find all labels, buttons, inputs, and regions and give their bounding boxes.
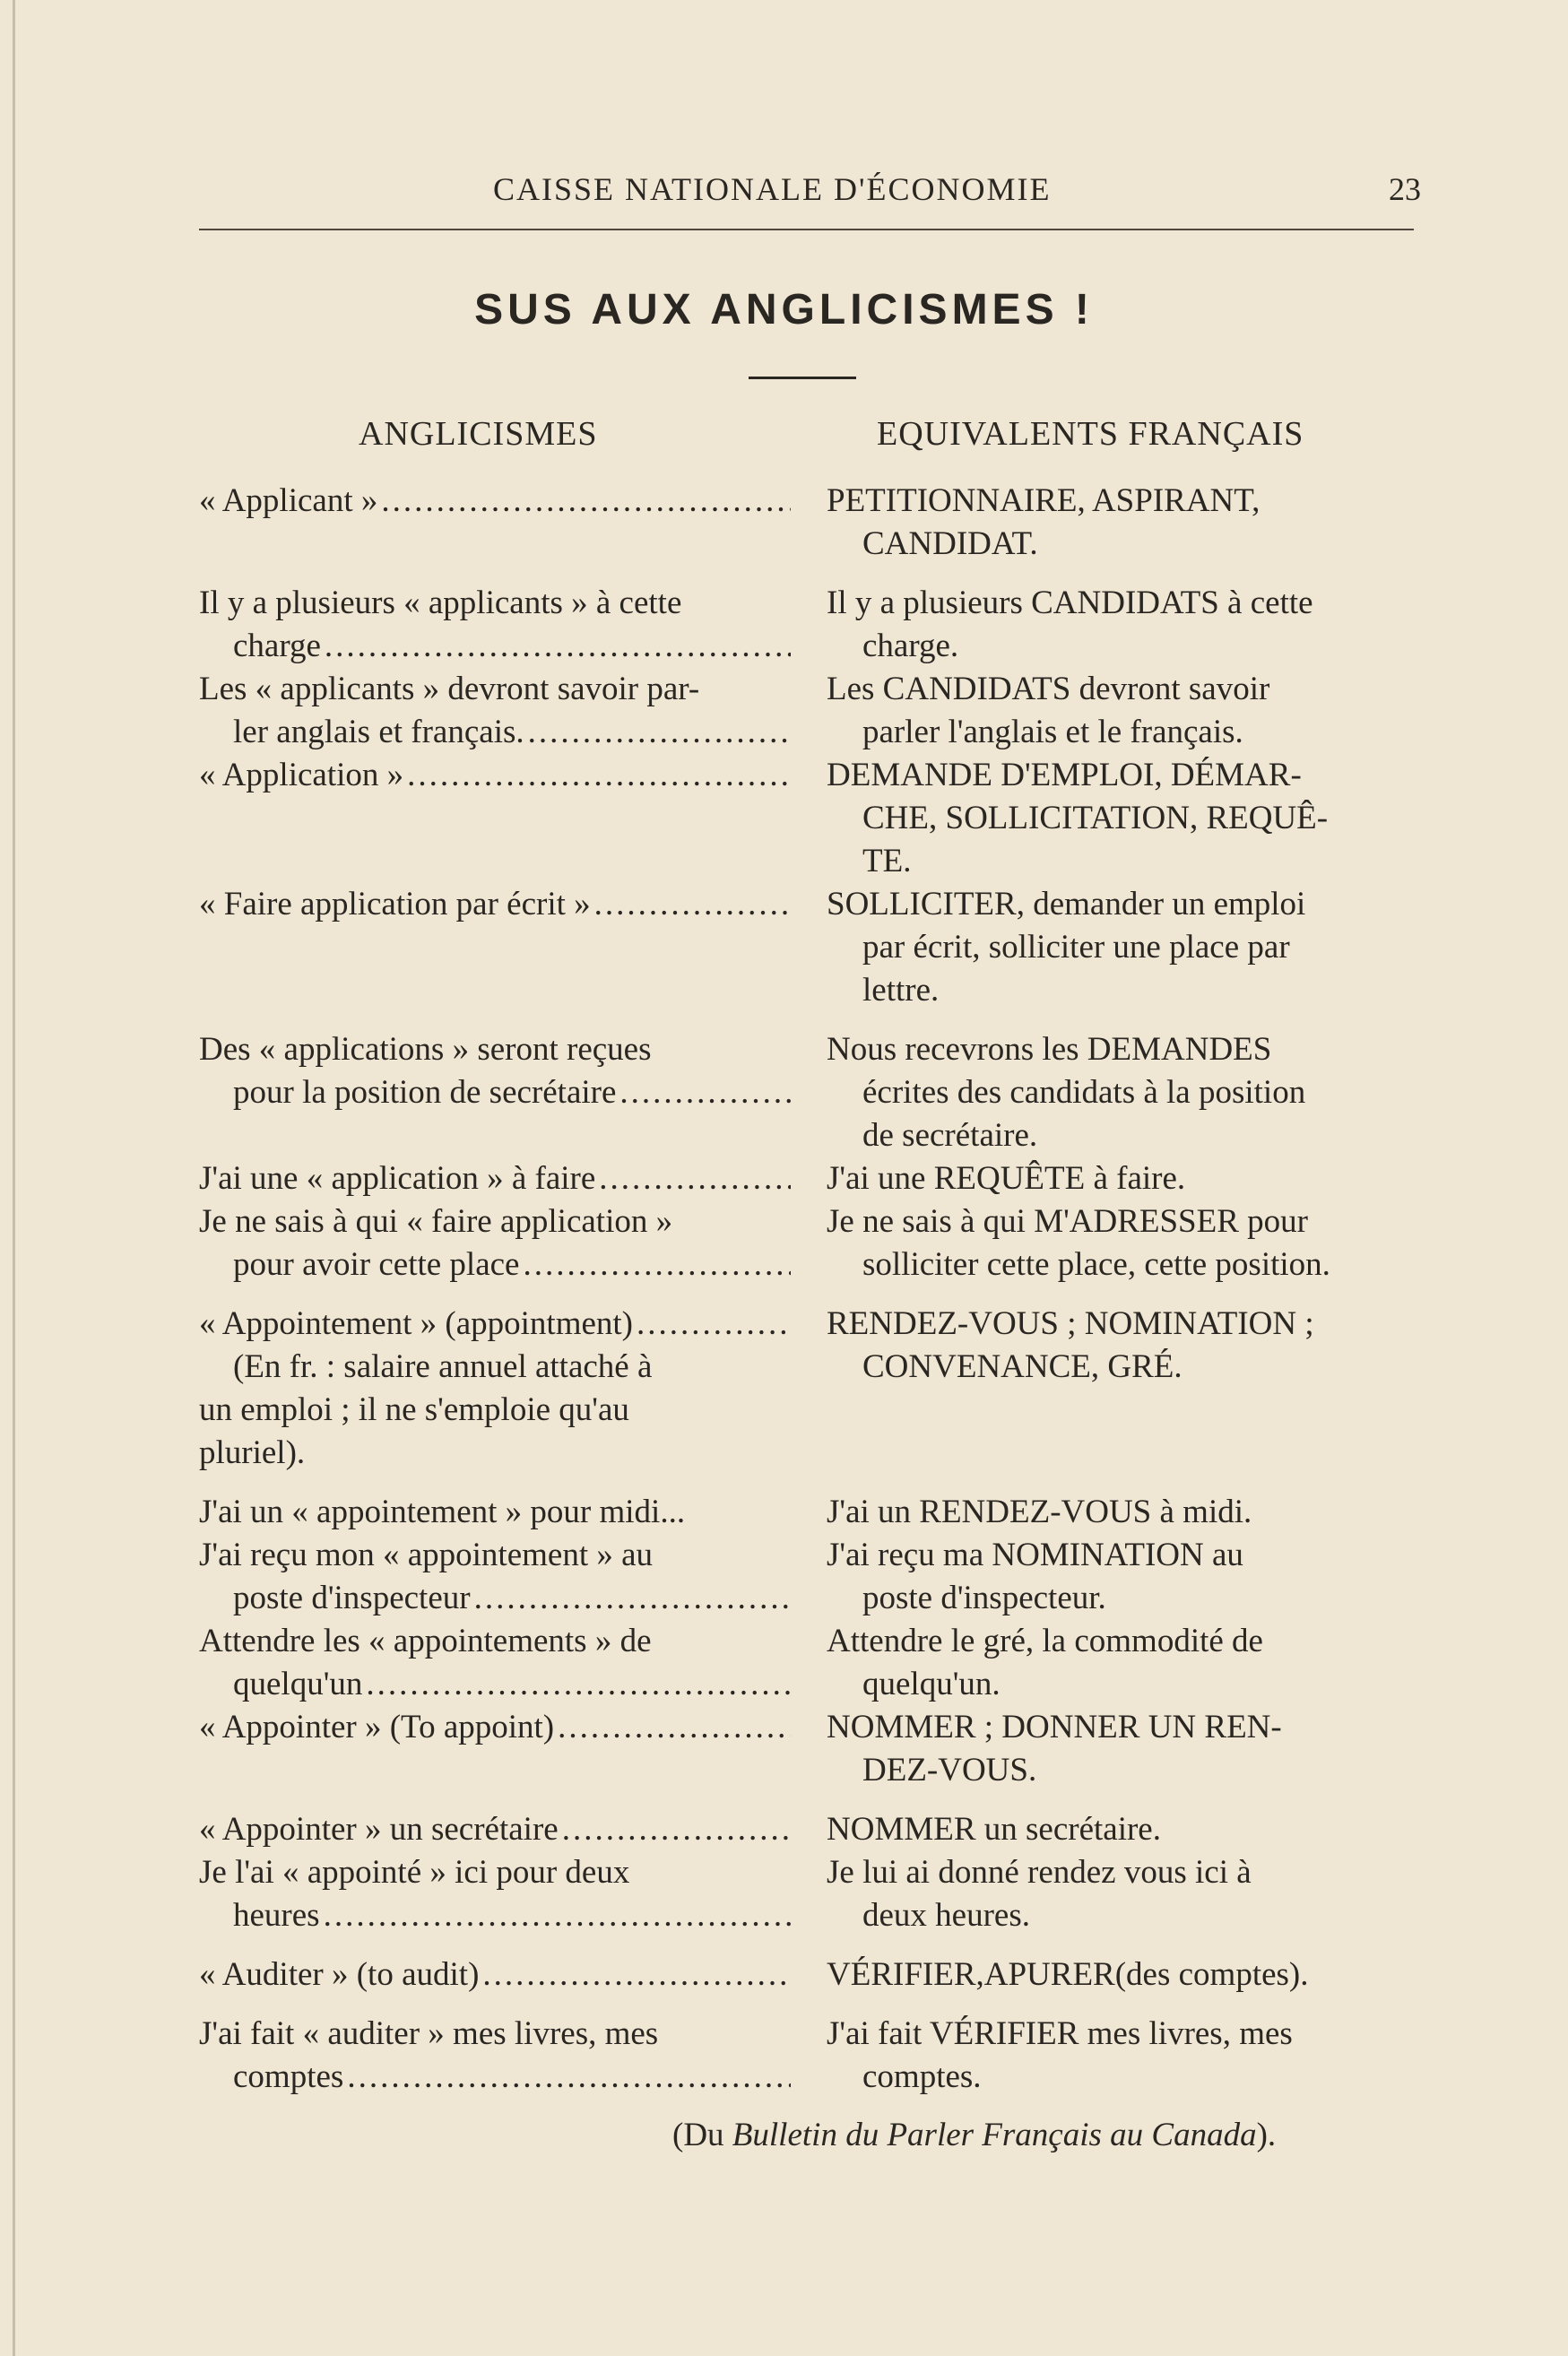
french-equivalent-line — [827, 668, 1418, 711]
french-equivalent-text: Je ne sais à qui M'ADRESSER pour — [827, 1203, 1308, 1240]
french-equivalent-cell — [827, 1808, 1418, 1851]
french-equivalent-cell — [827, 1491, 1418, 1534]
french-equivalent-line — [827, 926, 1418, 969]
french-equivalent-line — [827, 797, 1418, 840]
french-equivalent-text: de secrétaire. — [862, 1117, 1038, 1154]
french-equivalent-text: J'ai reçu ma NOMINATION au — [827, 1537, 1243, 1573]
anglicism-cell — [199, 480, 791, 566]
anglicism-line — [199, 668, 791, 711]
anglicism-text: J'ai fait « auditer » mes livres, mes — [199, 2015, 659, 2052]
french-equivalent-text: lettre. — [862, 972, 940, 1009]
running-head — [197, 170, 1421, 215]
dot-leader — [482, 1953, 791, 1997]
french-equivalent-line — [827, 711, 1418, 754]
french-equivalent-cell — [827, 1706, 1418, 1792]
french-equivalent-text: TE. — [862, 843, 912, 879]
french-equivalent-line — [827, 840, 1418, 883]
glossary-table — [199, 480, 1418, 2099]
french-equivalent-cell — [827, 1157, 1418, 1200]
dot-leader — [637, 1303, 791, 1346]
anglicism-text: pluriel). — [199, 1434, 306, 1471]
french-equivalent-text: PETITIONNAIRE, ASPIRANT, — [827, 482, 1260, 519]
french-equivalent-line — [827, 523, 1418, 566]
dot-leader — [558, 1706, 791, 1749]
anglicism-text: « Auditer » (to audit) — [199, 1956, 480, 1993]
anglicism-cell — [199, 1200, 791, 1286]
french-equivalent-line — [827, 1157, 1418, 1200]
anglicism-text: poste d'inspecteur — [233, 1580, 471, 1616]
french-equivalent-text: CONVENANCE, GRÉ. — [862, 1348, 1182, 1385]
anglicism-text: J'ai reçu mon « appointement » au — [199, 1537, 654, 1573]
french-equivalent-line — [827, 1663, 1418, 1706]
glossary-row — [199, 1303, 1418, 1475]
glossary-row — [199, 1808, 1418, 1851]
french-equivalent-cell — [827, 883, 1418, 1012]
anglicism-text: J'ai une « application » à faire — [199, 1160, 596, 1197]
glossary-row — [199, 1200, 1418, 1286]
glossary-row — [199, 1491, 1418, 1534]
glossary-row — [199, 1851, 1418, 1937]
anglicism-line — [199, 1953, 791, 1997]
anglicism-line — [199, 1851, 791, 1894]
anglicism-cell — [199, 1028, 791, 1157]
french-equivalent-cell — [827, 1620, 1418, 1706]
anglicism-line — [199, 2056, 791, 2099]
dot-leader — [523, 1243, 791, 1286]
french-equivalent-text: Les CANDIDATS devront savoir — [827, 671, 1270, 707]
french-equivalent-cell — [827, 754, 1418, 883]
header-rule — [199, 229, 1414, 230]
anglicism-text: ler anglais et français. — [233, 714, 524, 750]
anglicism-line — [199, 1663, 791, 1706]
dot-leader — [474, 1577, 791, 1620]
glossary-row — [199, 754, 1418, 883]
glossary-row — [199, 883, 1418, 1012]
french-equivalent-line — [827, 1491, 1418, 1534]
french-equivalent-text: J'ai fait VÉRIFIER mes livres, mes — [827, 2015, 1293, 2052]
french-equivalent-line — [827, 1346, 1418, 1389]
french-equivalent-text: solliciter cette place, cette position. — [862, 1246, 1330, 1283]
anglicism-cell — [199, 1706, 791, 1792]
anglicism-cell — [199, 2013, 791, 2099]
anglicism-text: Il y a plusieurs « applicants » à cette — [199, 585, 682, 621]
french-equivalent-line — [827, 1953, 1418, 1997]
glossary-row — [199, 668, 1418, 754]
dot-leader — [528, 711, 791, 754]
french-equivalent-text: par écrit, solliciter une place par — [862, 929, 1290, 966]
anglicism-text: « Application » — [199, 757, 404, 793]
anglicism-text: Les « applicants » devront savoir par- — [199, 671, 700, 707]
anglicism-line — [199, 1389, 791, 1432]
french-equivalent-line — [827, 1028, 1418, 1071]
french-equivalent-cell — [827, 1200, 1418, 1286]
french-equivalent-line — [827, 883, 1418, 926]
french-equivalent-line — [827, 1851, 1418, 1894]
french-equivalent-text: Attendre le gré, la commodité de — [827, 1623, 1263, 1659]
french-equivalent-line — [827, 1749, 1418, 1792]
anglicism-line — [199, 1808, 791, 1851]
french-equivalent-line — [827, 1243, 1418, 1286]
french-equivalent-cell — [827, 2013, 1418, 2099]
french-equivalent-text: Il y a plusieurs CANDIDATS à cette — [827, 585, 1313, 621]
glossary-row — [199, 1028, 1418, 1157]
anglicism-line — [199, 1071, 791, 1114]
column-header-equivalents: EQUIVALENTS FRANÇAIS — [877, 415, 1304, 453]
anglicism-cell — [199, 1808, 791, 1851]
glossary-row — [199, 480, 1418, 566]
anglicism-line — [199, 754, 791, 797]
anglicism-text: (En fr. : salaire annuel attaché à — [233, 1348, 653, 1385]
anglicism-cell — [199, 1303, 791, 1475]
anglicism-text: Je ne sais à qui « faire application » — [199, 1203, 673, 1240]
column-header-anglicismes: ANGLICISMES — [359, 415, 598, 453]
anglicism-text: « Appointer » un secrétaire — [199, 1811, 559, 1848]
dot-leader — [407, 754, 791, 797]
anglicism-line — [199, 625, 791, 668]
anglicism-cell — [199, 1851, 791, 1937]
anglicism-cell — [199, 1157, 791, 1200]
page-edge — [13, 0, 15, 2356]
anglicism-text: Attendre les « appointements » de — [199, 1623, 652, 1659]
dot-leader — [599, 1157, 791, 1200]
anglicism-cell — [199, 883, 791, 1012]
glossary-row — [199, 1534, 1418, 1620]
french-equivalent-line — [827, 480, 1418, 523]
anglicism-text: Des « applications » seront reçues — [199, 1031, 652, 1068]
french-equivalent-line — [827, 625, 1418, 668]
french-equivalent-line — [827, 1894, 1418, 1937]
anglicism-line — [199, 883, 791, 926]
french-equivalent-line — [827, 1114, 1418, 1157]
french-equivalent-text: NOMMER un secrétaire. — [827, 1811, 1161, 1848]
anglicism-line — [199, 1534, 791, 1577]
anglicism-cell — [199, 1534, 791, 1620]
french-equivalent-text: Je lui ai donné rendez vous ici à — [827, 1854, 1252, 1891]
anglicism-cell — [199, 754, 791, 883]
french-equivalent-line — [827, 2013, 1418, 2056]
anglicism-line — [199, 1491, 791, 1534]
anglicism-cell — [199, 668, 791, 754]
french-equivalent-text: comptes. — [862, 2058, 982, 2095]
french-equivalent-text: DEMANDE D'EMPLOI, DÉMAR- — [827, 757, 1302, 793]
anglicism-line — [199, 1620, 791, 1663]
dot-leader — [381, 480, 791, 523]
french-equivalent-cell — [827, 582, 1418, 668]
french-equivalent-line — [827, 1200, 1418, 1243]
french-equivalent-text: RENDEZ-VOUS ; NOMINATION ; — [827, 1305, 1314, 1342]
dot-leader — [594, 883, 791, 926]
french-equivalent-text: CANDIDAT. — [862, 525, 1038, 562]
anglicism-text: comptes — [233, 2058, 344, 2095]
anglicism-text: charge — [233, 628, 321, 664]
dot-leader — [325, 625, 791, 668]
french-equivalent-line — [827, 1706, 1418, 1749]
anglicism-line — [199, 582, 791, 625]
anglicism-cell — [199, 1491, 791, 1534]
dot-leader — [347, 2056, 791, 2099]
french-equivalent-text: Nous recevrons les DEMANDES — [827, 1031, 1272, 1068]
french-equivalent-line — [827, 2056, 1418, 2099]
anglicism-line — [199, 480, 791, 523]
anglicism-cell — [199, 1620, 791, 1706]
french-equivalent-text: J'ai une REQUÊTE à faire. — [827, 1160, 1186, 1197]
anglicism-line — [199, 1346, 791, 1389]
french-equivalent-text: NOMMER ; DONNER UN REN- — [827, 1709, 1282, 1745]
french-equivalent-line — [827, 1534, 1418, 1577]
anglicism-line — [199, 1028, 791, 1071]
anglicism-text: un emploi ; il ne s'emploie qu'au — [199, 1391, 629, 1428]
dot-leader — [366, 1663, 791, 1706]
french-equivalent-cell — [827, 480, 1418, 566]
anglicism-text: J'ai un « appointement » pour midi... — [199, 1494, 686, 1530]
anglicism-line — [199, 1577, 791, 1620]
french-equivalent-text: VÉRIFIER,APURER(des comptes). — [827, 1956, 1309, 1993]
anglicism-cell — [199, 582, 791, 668]
anglicism-line — [199, 711, 791, 754]
glossary-row — [199, 1706, 1418, 1792]
running-title: CAISSE NATIONALE D'ÉCONOMIE — [493, 171, 1052, 207]
anglicism-line — [199, 1157, 791, 1200]
anglicism-line — [199, 1243, 791, 1286]
page-number: 23 — [1389, 171, 1421, 207]
french-equivalent-text: quelqu'un. — [862, 1666, 1001, 1702]
french-equivalent-line — [827, 1303, 1418, 1346]
page-title: SUS AUX ANGLICISMES ! — [474, 286, 1094, 333]
french-equivalent-cell — [827, 1953, 1418, 1997]
french-equivalent-text: J'ai un RENDEZ-VOUS à midi. — [827, 1494, 1252, 1530]
anglicism-text: pour avoir cette place — [233, 1246, 520, 1283]
french-equivalent-cell — [827, 1303, 1418, 1475]
anglicism-line — [199, 2013, 791, 2056]
anglicism-line — [199, 1432, 791, 1475]
dot-leader — [562, 1808, 791, 1851]
glossary-row — [199, 1953, 1418, 1997]
source-suffix: ). — [1256, 2117, 1277, 2153]
dot-leader — [324, 1894, 791, 1937]
french-equivalent-cell — [827, 1851, 1418, 1937]
french-equivalent-line — [827, 582, 1418, 625]
french-equivalent-line — [827, 1577, 1418, 1620]
anglicism-text: « Appointer » (To appoint) — [199, 1709, 555, 1745]
dot-leader — [619, 1071, 791, 1114]
anglicism-text: « Faire application par écrit » — [199, 886, 591, 922]
anglicism-text: heures — [233, 1897, 320, 1934]
anglicism-text: pour la position de secrétaire — [233, 1074, 617, 1111]
french-equivalent-cell — [827, 1534, 1418, 1620]
anglicism-line — [199, 1200, 791, 1243]
french-equivalent-line — [827, 969, 1418, 1012]
french-equivalent-cell — [827, 668, 1418, 754]
french-equivalent-line — [827, 1808, 1418, 1851]
source-prefix: (Du — [672, 2117, 732, 2153]
french-equivalent-text: DEZ-VOUS. — [862, 1752, 1037, 1789]
french-equivalent-cell — [827, 1028, 1418, 1157]
source-citation — [672, 2116, 1276, 2154]
source-publication: Bulletin du Parler Français au Canada — [732, 2117, 1257, 2153]
anglicism-text: Je l'ai « appointé » ici pour deux — [199, 1854, 630, 1891]
anglicism-line — [199, 1706, 791, 1749]
french-equivalent-text: poste d'inspecteur. — [862, 1580, 1106, 1616]
french-equivalent-line — [827, 1071, 1418, 1114]
glossary-row — [199, 582, 1418, 668]
french-equivalent-text: CHE, SOLLICITATION, REQUÊ- — [862, 800, 1329, 836]
anglicism-line — [199, 1303, 791, 1346]
french-equivalent-line — [827, 1620, 1418, 1663]
french-equivalent-text: charge. — [862, 628, 959, 664]
anglicism-text: « Appointement » (appointment) — [199, 1305, 633, 1342]
glossary-row — [199, 1157, 1418, 1200]
anglicism-cell — [199, 1953, 791, 1997]
anglicism-text: quelqu'un — [233, 1666, 363, 1702]
anglicism-text: « Applicant » — [199, 482, 378, 519]
french-equivalent-line — [827, 754, 1418, 797]
anglicism-line — [199, 1894, 791, 1937]
glossary-row — [199, 1620, 1418, 1706]
french-equivalent-text: SOLLICITER, demander un emploi — [827, 886, 1306, 922]
french-equivalent-text: parler l'anglais et le français. — [862, 714, 1243, 750]
title-rule — [749, 377, 856, 379]
french-equivalent-text: écrites des candidats à la position — [862, 1074, 1306, 1111]
glossary-row — [199, 2013, 1418, 2099]
french-equivalent-text: deux heures. — [862, 1897, 1030, 1934]
